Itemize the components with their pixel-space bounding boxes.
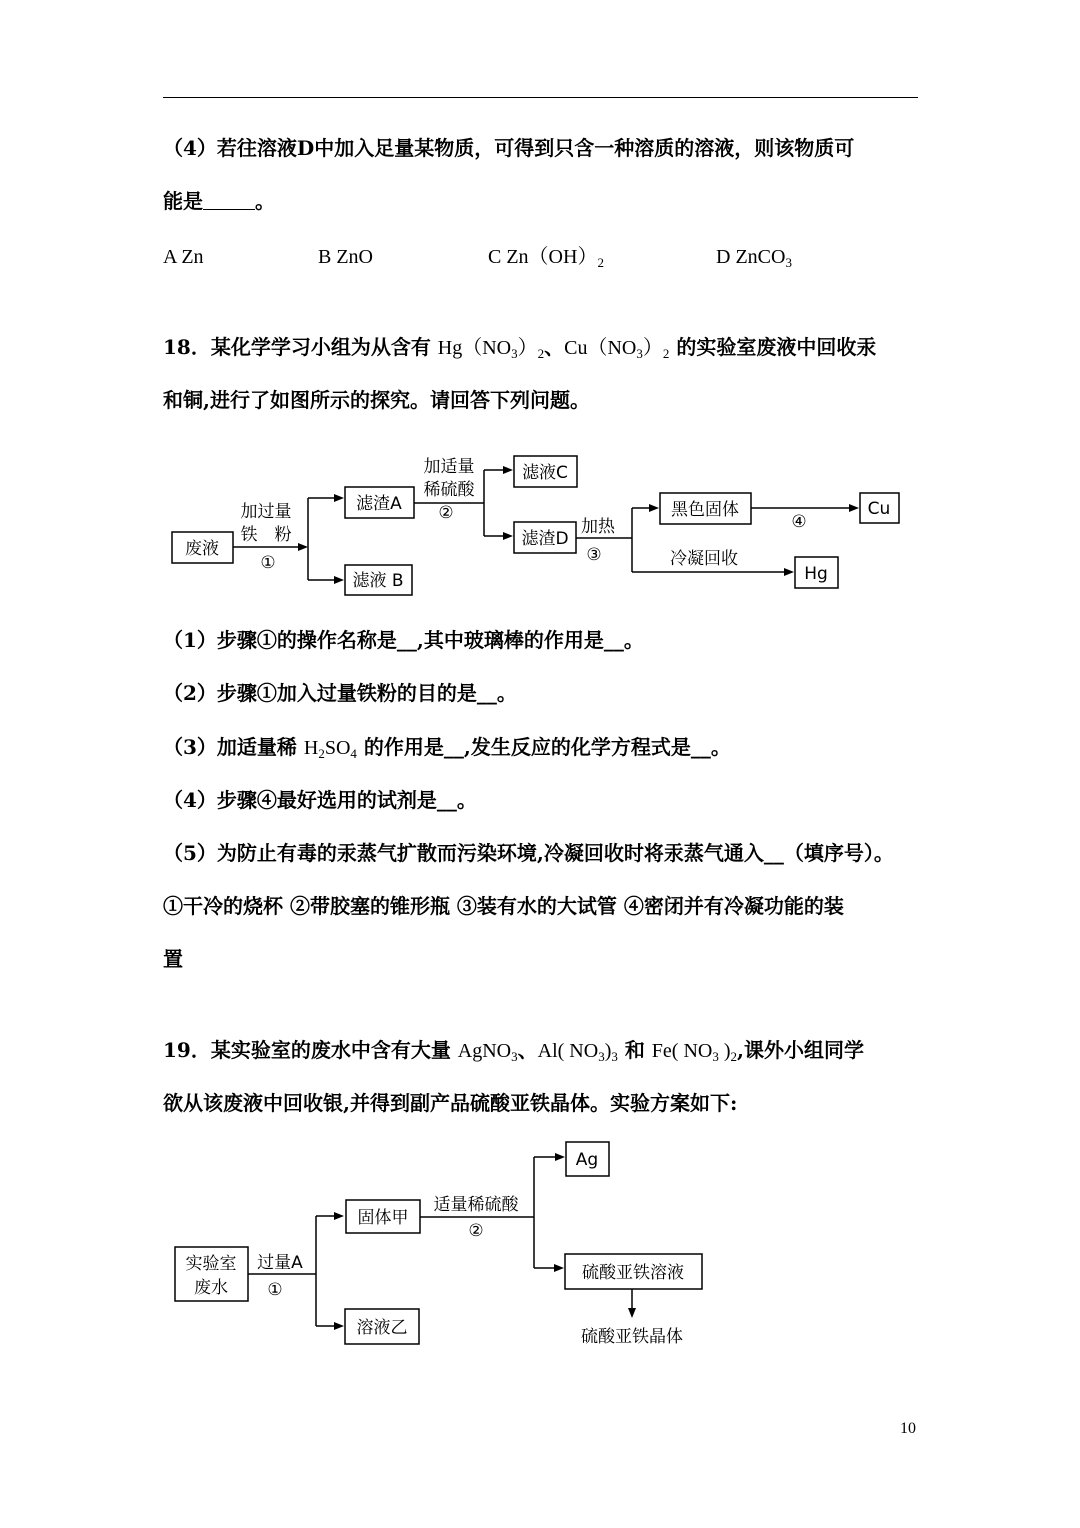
q17-option-c-text: C Zn（OH） — [488, 246, 598, 268]
q18-question5-end: 置 — [163, 947, 183, 971]
sub: 3 — [511, 1049, 518, 1064]
formula-hg: Hg（NO — [437, 337, 512, 359]
step1-number: ① — [267, 1280, 283, 1300]
q18-stem-text: 18．某化学学习小组为从含有 — [163, 335, 438, 359]
sub: 2 — [537, 346, 545, 361]
black-solid-label: 黑色固体 — [671, 500, 739, 520]
solid-a-label: 固体甲 — [357, 1208, 409, 1228]
step1-label: 过量A — [257, 1253, 303, 1273]
step3-label: 加热 — [581, 517, 615, 537]
formula-cu: Cu（NO — [564, 337, 637, 359]
q19-stem-text: 19．某实验室的废水中含有大量 — [163, 1038, 458, 1062]
sub: 3 — [611, 1049, 618, 1064]
q17-option-c-sub: 2 — [597, 255, 604, 270]
step2-number: ② — [438, 503, 454, 523]
q17-part4-line1: （4）若往溶液D中加入足量某物质，可得到只含一种溶质的溶液，则该物质可 — [163, 136, 855, 160]
q17-part4-line2-post: 。 — [255, 189, 275, 213]
formula: Fe( NO — [651, 1040, 713, 1062]
feso4-solution-label: 硫酸亚铁溶液 — [582, 1263, 684, 1283]
q19-diagram-lines — [248, 1153, 636, 1330]
formula: SO — [324, 737, 351, 759]
q18-stem-text-end: 的实验室废液中回收汞 — [669, 335, 877, 359]
sub: 2 — [730, 1049, 738, 1064]
q19-stem-text-end: ,课外小组同学 — [737, 1038, 864, 1062]
condense-label: 冷凝回收 — [670, 549, 738, 569]
solution-b-label: 溶液乙 — [356, 1318, 408, 1338]
sub: 4 — [350, 746, 357, 761]
q18-question4: （4）步骤④最好选用的试剂是__。 — [163, 788, 477, 812]
q17-option-b: B ZnO — [318, 246, 373, 268]
sub: 2 — [318, 746, 325, 761]
q18-question5: （5）为防止有毒的汞蒸气扩散而污染环境,冷凝回收时将汞蒸气通入__（填序号）。 — [163, 841, 894, 865]
q18-q3-pre: （3）加适量稀 — [163, 735, 304, 759]
q18-question2: （2）步骤①加入过量铁粉的目的是__。 — [163, 681, 517, 705]
step4-number: ④ — [791, 512, 807, 532]
sub: 3 — [636, 346, 643, 361]
sub: 2 — [662, 346, 670, 361]
q17-option-d-sub: 3 — [785, 255, 792, 270]
formula: Al( NO — [537, 1040, 599, 1062]
q17-option-d-text: D ZnCO — [716, 246, 786, 268]
q18-question5-options: ①干冷的烧杯 ②带胶塞的锥形瓶 ③装有水的大试管 ④密闭并有冷凝功能的装 — [163, 894, 844, 918]
hg-label: Hg — [804, 564, 828, 584]
page-number: 10 — [900, 1420, 916, 1437]
paren: ） — [517, 337, 538, 359]
waste-label: 废液 — [185, 539, 219, 559]
sep: 、 — [517, 1038, 538, 1062]
step2-top-label: 加适量 — [423, 457, 475, 477]
q19-stem-line2: 欲从该废液中回收银,并得到副产品硫酸亚铁晶体。实验方案如下: — [163, 1091, 738, 1115]
paren: ） — [642, 337, 663, 359]
step2-number: ② — [468, 1221, 484, 1241]
sub: 3 — [598, 1049, 605, 1064]
q18-stem-line2: 和铜,进行了如图所示的探究。请回答下列问题。 — [163, 388, 590, 412]
paren: ) — [718, 1040, 731, 1062]
lab-waste-label-line1: 实验室 — [185, 1254, 237, 1274]
step3-number: ③ — [586, 545, 602, 565]
step2-label: 适量稀硫酸 — [433, 1195, 519, 1215]
step1-top-label: 加过量 — [240, 502, 292, 522]
step1-bottom-label: 铁 粉 — [240, 525, 292, 545]
filtrate-b-label: 滤液 B — [352, 571, 404, 591]
sub: 3 — [712, 1049, 719, 1064]
lab-waste-label-line2: 废水 — [194, 1278, 228, 1298]
step1-number: ① — [260, 553, 276, 573]
formula: H — [303, 737, 319, 759]
q17-option-a: A Zn — [163, 246, 204, 268]
filtrate-c-label: 滤液C — [522, 463, 568, 483]
step2-mid-label: 稀硫酸 — [423, 480, 475, 500]
paren: ) — [604, 1040, 612, 1062]
q18-question1: （1）步骤①的操作名称是__,其中玻璃棒的作用是__。 — [163, 628, 644, 652]
formula: AgNO — [457, 1040, 512, 1062]
residue-a-label: 滤渣A — [356, 494, 402, 514]
ag-label: Ag — [575, 1150, 599, 1170]
q18-q3-post: 的作用是__,发生反应的化学方程式是__。 — [356, 735, 731, 759]
sub: 3 — [511, 346, 518, 361]
feso4-crystal-label: 硫酸亚铁晶体 — [581, 1327, 683, 1347]
and: 和 — [617, 1038, 652, 1062]
q17-part4-line2-pre: 能是 — [163, 189, 203, 213]
sep: 、 — [544, 335, 565, 359]
cu-label: Cu — [867, 499, 891, 519]
residue-d-label: 滤渣D — [521, 529, 569, 549]
